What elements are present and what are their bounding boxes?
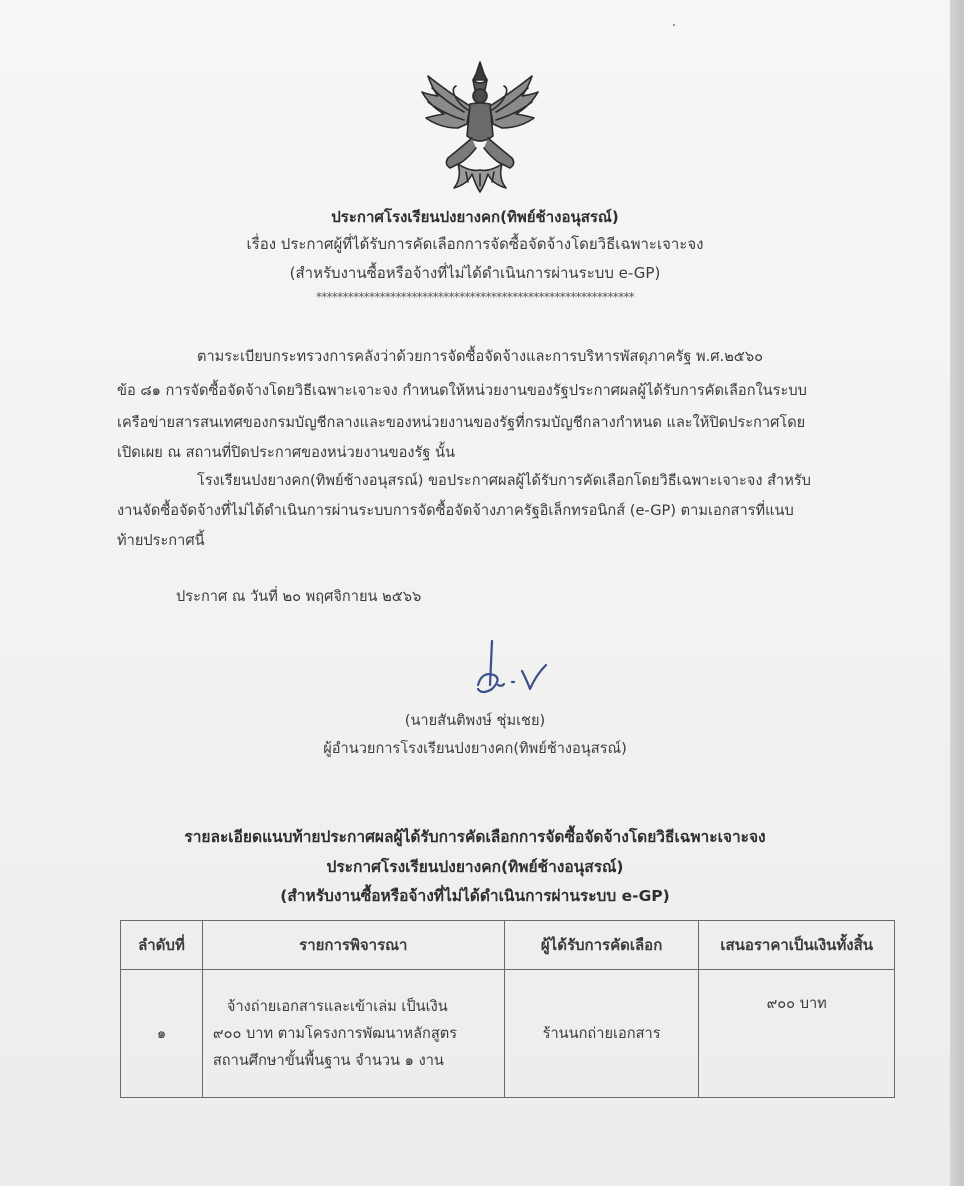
table-row xyxy=(121,970,895,1098)
paragraph-line: ตามระเบียบกระทรวงการคลังว่าด้วยการจัดซื้อจัดจ้างและการบริหารพัสดุภาครัฐ พ.ศ.๒๕๖๐ xyxy=(197,348,764,365)
column-header-order: ลำดับที่ xyxy=(121,921,203,970)
paragraph-line: โรงเรียนปงยางคก(ทิพย์ช้างอนุสรณ์) ขอประกาศผลผู้ได้รับการคัดเลือกโดยวิธีเฉพาะเจาะจง สำหรับ xyxy=(197,472,811,489)
cell-winner: ร้านนกถ่ายเอกสาร xyxy=(504,970,699,1098)
cell-item xyxy=(202,970,504,1098)
star-separator: ************************************************************ xyxy=(315,290,634,304)
garuda-emblem-icon xyxy=(418,58,542,194)
cell-order: ๑ xyxy=(121,970,203,1098)
signer-name: (นายสันติพงษ์ ชุ่มเชย) xyxy=(404,712,546,729)
paragraph-line: เปิดเผย ณ สถานที่ปิดประกาศของหน่วยงานของรัฐ นั้น xyxy=(117,444,456,461)
signer-position: ผู้อำนวยการโรงเรียนปงยางคก(ทิพย์ช้างอนุสรณ์) xyxy=(323,740,627,757)
item-line: สถานศึกษาขั้นพื้นฐาน จำนวน ๑ งาน xyxy=(212,1052,444,1069)
page-edge-shadow xyxy=(950,0,964,1186)
attachment-note: (สำหรับงานซื้อหรือจ้างที่ไม่ได้ดำเนินการผ่านระบบ e-GP) xyxy=(280,887,670,905)
attachment-subheading: ประกาศโรงเรียนปงยางคก(ทิพย์ช้างอนุสรณ์) xyxy=(326,858,624,876)
column-header-price: เสนอราคาเป็นเงินทั้งสิ้น xyxy=(699,921,895,970)
column-header-item: รายการพิจารณา xyxy=(202,921,504,970)
dust-speck xyxy=(673,24,675,26)
announcement-title: ประกาศโรงเรียนปงยางคก(ทิพย์ช้างอนุสรณ์) xyxy=(331,208,619,226)
award-table xyxy=(120,920,895,1098)
column-header-winner: ผู้ได้รับการคัดเลือก xyxy=(504,921,699,970)
announcement-note: (สำหรับงานซื้อหรือจ้างที่ไม่ได้ดำเนินการผ่านระบบ e-GP) xyxy=(289,264,661,282)
paragraph-line: ข้อ ๘๑ การจัดซื้อจัดจ้างโดยวิธีเฉพาะเจาะจง กำหนดให้หน่วยงานของรัฐประกาศผลผู้ได้รับการคัดเลือกในระบบ xyxy=(117,382,807,399)
item-line: จ้างถ่ายเอกสารและเข้าเล่ม เป็นเงิน xyxy=(226,998,448,1015)
announcement-subject: เรื่อง ประกาศผู้ที่ได้รับการคัดเลือกการจัดซื้อจัดจ้างโดยวิธีเฉพาะเจาะจง xyxy=(246,235,704,253)
handwritten-signature xyxy=(468,635,558,701)
paragraph-line: ท้ายประกาศนี้ xyxy=(117,532,205,549)
paragraph-line: งานจัดซื้อจัดจ้างที่ไม่ได้ดำเนินการผ่านระบบการจัดซื้อจัดจ้างภาครัฐอิเล็กทรอนิกส์ (e-GP) ตามเอกสารที่แนบ xyxy=(117,502,794,519)
item-line: ๙๐๐ บาท ตามโครงการพัฒนาหลักสูตร xyxy=(212,1025,458,1042)
attachment-heading: รายละเอียดแนบท้ายประกาศผลผู้ได้รับการคัดเลือกการจัดซื้อจัดจ้างโดยวิธีเฉพาะเจาะจง xyxy=(184,828,766,846)
announcement-date: ประกาศ ณ วันที่ ๒๐ พฤศจิกายน ๒๕๖๖ xyxy=(176,588,422,605)
table-header-row xyxy=(121,921,895,970)
cell-price: ๙๐๐ บาท xyxy=(699,970,895,1098)
paragraph-line: เครือข่ายสารสนเทศของกรมบัญชีกลางและของหน่วยงานของรัฐที่กรมบัญชีกลางกำหนด และให้ปิดประกาศโดย xyxy=(117,414,806,431)
